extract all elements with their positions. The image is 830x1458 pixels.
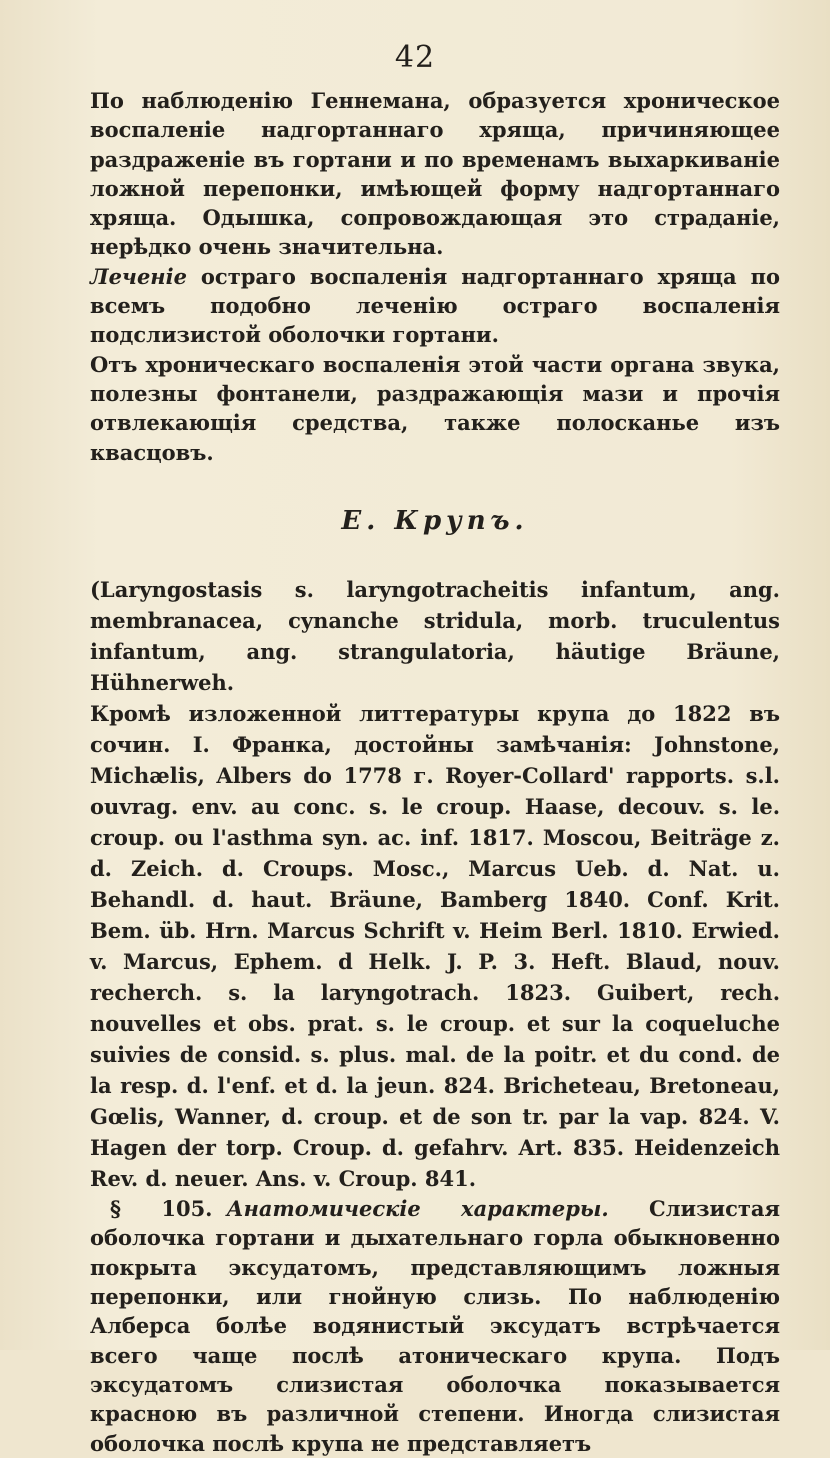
paragraph-hennemann: По наблюденію Геннемана, образуется хроническое воспаленіе надгортаннаго хряща, причиняющее раздраженіе въ гортани и по временамъ выхаркиваніе ложной перепонки, имѣющей форму надгортаннаго хряща. Одышка, сопровождающая это страданіе, нерѣдко очень значительна. — [90, 88, 780, 260]
paragraph-105 — [90, 1194, 780, 1458]
treatment-text: остраго воспаленія надгортаннаго хряща по всемъ подобно леченію остраго воспаленія подслизистой оболочки гортани. — [90, 263, 780, 348]
paragraph-latin-names: (Laryngostasis s. laryngotracheitis infantum, ang. membranacea, cynanche stridula, morb. truculentus infantum, ang. strangulatoria, häutige Bräune, Hühnerweh. — [90, 577, 780, 696]
paragraph-chronic: Отъ хроническаго воспаленія этой части органа звука, полезны фонтанели, раздражающія мази и прочія отвлекающія средства, также полосканье изъ квасцовъ. — [90, 351, 780, 465]
latin-block — [90, 574, 780, 1194]
page-number: 42 — [394, 40, 436, 75]
section-number: § 105. — [110, 1196, 213, 1222]
paragraph-treatment — [90, 262, 780, 350]
paragraph-literature: Кромѣ изложенной литтературы крупа до 1822 въ сочин. I. Франка, достойны замѣчанія: Johnstone, Michælis, Albers do 1778 г. Royer-Collard' rapports. s.l. ouvrag. env. au conc. s. le croup. Haase, decouv. s. le. croup. ou l'asthma syn. ac. inf. 1817. Moscou, Beiträge z. d. Zeich. d. Croups. Mosc., Marcus Ueb. d. Nat. u. Behandl. d. haut. Bräune, Bamberg 1840. Conf. Krit. Bem. üb. Hrn. Marcus Schrift v. Heim Berl. 1810. Erwied. v. Marcus, Ephem. d Helk. J. P. 3. Heft. Blaud, nouv. recherch. s. la laryngotrach. 1823. Guibert, rech. nouvelles et obs. prat. s. le croup. et sur la coqueluche suivies de consid. s. plus. mal. de la poitr. et du cond. de la resp. d. l'enf. et d. la jeun. 824. Bricheteau, Bretoneau, Gœlis, Wanner, d. croup. et de son tr. par la vap. 824. V. Hagen der torp. Croup. d. gefahrv. Art. 835. Heidenzeich Rev. d. neuer. Ans. v. Croup. 841. — [90, 701, 780, 1192]
treatment-label: Леченіе — [90, 263, 187, 289]
section-word: Крупъ. — [394, 505, 529, 536]
page-text — [90, 86, 780, 1458]
section-title-croup — [90, 507, 780, 536]
section-letter: Е. — [341, 505, 381, 536]
section-heading: Анатомическіе характеры. — [226, 1196, 609, 1222]
section-105-text: Слизистая оболочка гортани и дыхательнаго горла обыкновенно покрыта эксудатомъ, представляющимъ ложныя перепонки, или гнойную слизь. По наблюденію Алберса болѣе водянистый эксудатъ встрѣчается всего чаще послѣ атоническаго крупа. Подъ эксудатомъ слизистая оболочка показывается красною въ различной степени. Иногда слизистая оболочка послѣ крупа не представляетъ — [90, 1196, 780, 1456]
